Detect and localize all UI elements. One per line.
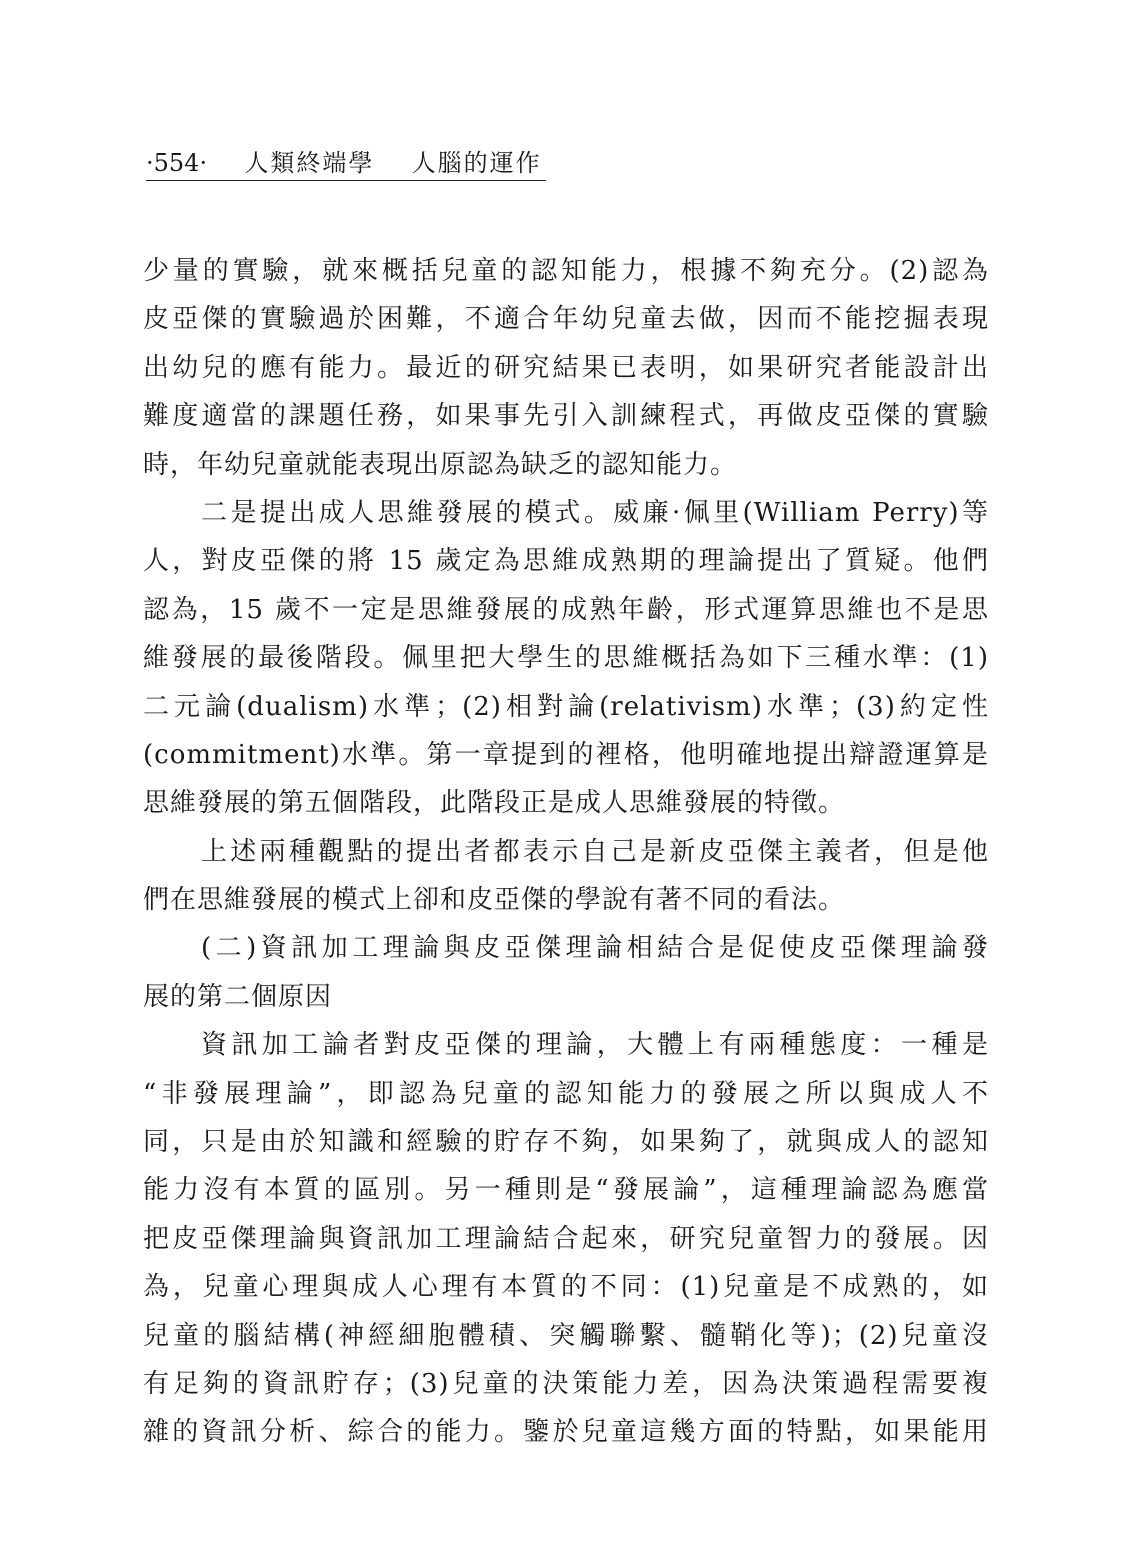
text-line: 出幼兒的應有能力。最近的研究結果已表明，如果研究者能設計出 bbox=[143, 352, 989, 383]
text-line: 皮亞傑的實驗過於困難，不適合年幼兒童去做，因而不能挖掘表現 bbox=[143, 304, 989, 335]
text-line: 兒童的腦結構(神經細胞體積、突觸聯繫、髓鞘化等)；(2)兒童沒 bbox=[143, 1320, 989, 1351]
text-line: 維發展的最後階段。佩里把大學生的思維概括為如下三種水準：(1) bbox=[143, 643, 989, 674]
text-line: 資訊加工論者對皮亞傑的理論，大體上有兩種態度：一種是 bbox=[201, 1030, 989, 1061]
paragraph bbox=[143, 1021, 989, 1457]
paragraph bbox=[143, 489, 989, 828]
text-line: 展的第二個原因 bbox=[143, 981, 333, 1012]
text-line: 時，年幼兒童就能表現出原認為缺乏的認知能力。 bbox=[143, 449, 738, 480]
text-line: 認為，15 歲不一定是思維發展的成熟年齡，形式運算思維也不是思 bbox=[143, 594, 989, 625]
text-line: 二是提出成人思維發展的模式。威廉·佩里(William Perry)等 bbox=[201, 497, 989, 528]
text-line: (commitment)水準。第一章提到的裡格，他明確地提出辯證運算是 bbox=[143, 739, 989, 770]
section-heading bbox=[143, 924, 989, 1021]
paragraph bbox=[143, 247, 989, 489]
text-line: 同，只是由於知識和經驗的貯存不夠，如果夠了，就與成人的認知 bbox=[143, 1127, 989, 1158]
text-line: 把皮亞傑理論與資訊加工理論結合起來，研究兒童智力的發展。因 bbox=[143, 1223, 989, 1254]
text-line: “非發展理論”，即認為兒童的認知能力的發展之所以與成人不 bbox=[143, 1078, 989, 1109]
page-number: ·554· bbox=[146, 149, 208, 177]
paragraph bbox=[143, 828, 989, 925]
text-line: 少量的實驗，就來概括兒童的認知能力，根據不夠充分。(2)認為 bbox=[143, 256, 989, 286]
book-title: 人類終端學 bbox=[244, 149, 375, 177]
text-line: (二)資訊加工理論與皮亞傑理論相結合是促使皮亞傑理論發 bbox=[201, 933, 989, 964]
text-line: 人，對皮亞傑的將 15 歲定為思維成熟期的理論提出了質疑。他們 bbox=[143, 546, 989, 577]
text-line: 們在思維發展的模式上卻和皮亞傑的學說有著不同的看法。 bbox=[143, 885, 846, 916]
text-line: 難度適當的課題任務，如果事先引入訓練程式，再做皮亞傑的實驗 bbox=[143, 401, 989, 432]
text-line: 有足夠的資訊貯存；(3)兒童的決策能力差，因為決策過程需要複 bbox=[143, 1368, 989, 1399]
text-line: 為，兒童心理與成人心理有本質的不同：(1)兒童是不成熟的，如 bbox=[143, 1272, 989, 1303]
text-line: 思維發展的第五個階段，此階段正是成人思維發展的特徵。 bbox=[143, 788, 846, 819]
text-line: 雜的資訊分析、綜合的能力。鑒於兒童這幾方面的特點，如果能用 bbox=[143, 1417, 989, 1448]
text-line: 上述兩種觀點的提出者都表示自己是新皮亞傑主義者，但是他 bbox=[201, 836, 989, 867]
chapter-title: 人腦的運作 bbox=[411, 149, 542, 177]
text-line: 二元論(dualism)水準；(2)相對論(relativism)水準；(3)約定性 bbox=[143, 691, 989, 722]
text-line: 能力沒有本質的區別。另一種則是“發展論”，這種理論認為應當 bbox=[143, 1175, 989, 1206]
body-text bbox=[143, 247, 989, 1457]
running-header bbox=[146, 146, 546, 181]
